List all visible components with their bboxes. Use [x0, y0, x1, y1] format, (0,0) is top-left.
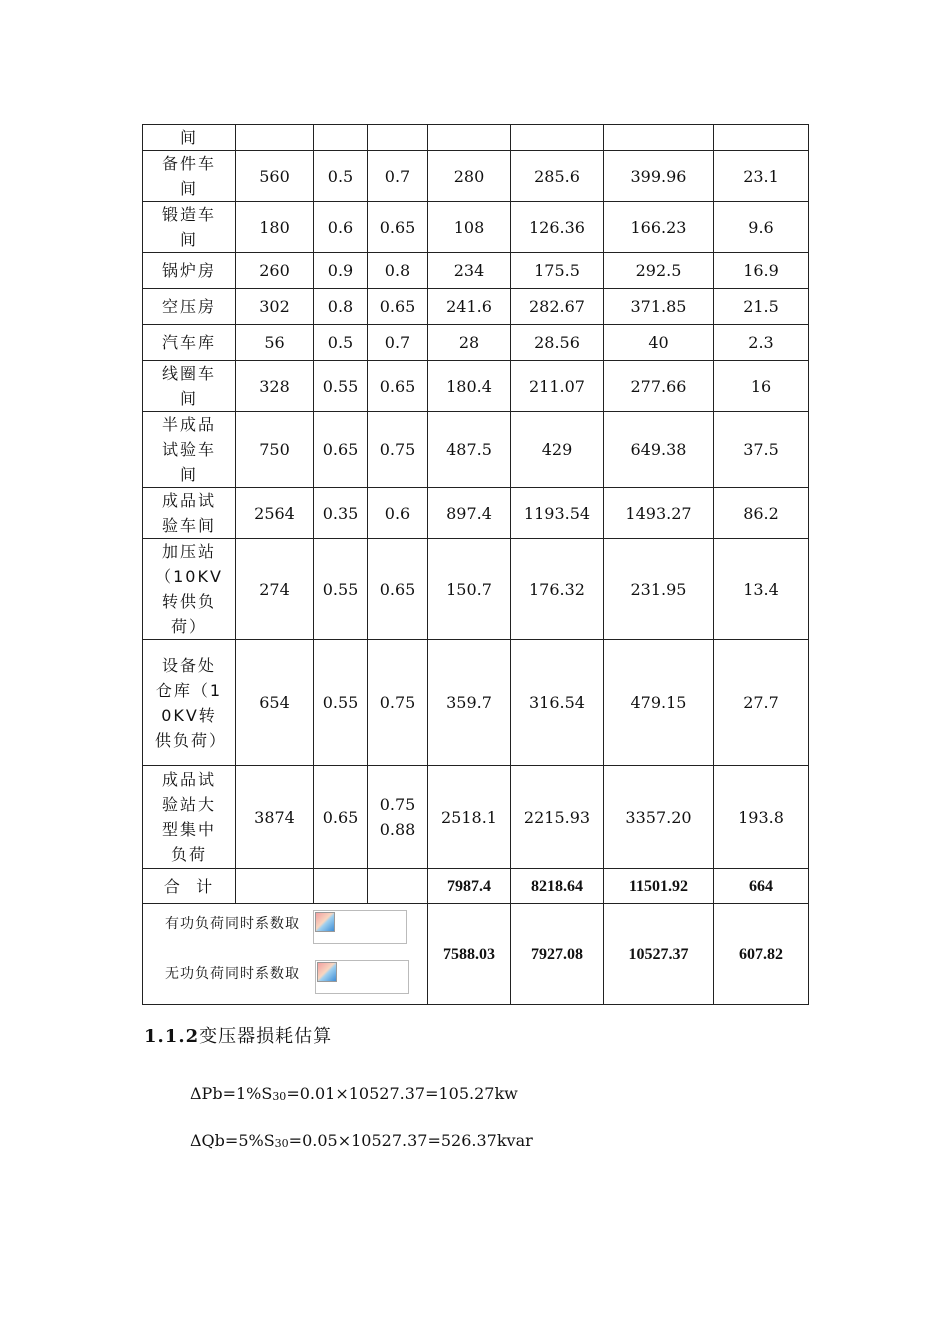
cell-q30: 316.54 — [511, 640, 604, 766]
cell-s30: 231.95 — [604, 539, 714, 640]
empty-cell — [368, 869, 428, 904]
cell-q30: 211.07 — [511, 361, 604, 412]
cell-s30: 40 — [604, 325, 714, 361]
cell-pe: 2564 — [236, 488, 314, 539]
cell-i30: 37.5 — [714, 412, 809, 488]
workshop-name: 成品试验站大型集中负荷 — [143, 766, 236, 869]
workshop-name: 锻造车间 — [143, 202, 236, 253]
broken-image-icon — [317, 962, 337, 982]
cell-cos: 0.75 — [368, 640, 428, 766]
cell-pe: 180 — [236, 202, 314, 253]
cell-q30: 28.56 — [511, 325, 604, 361]
cell-cos — [368, 125, 428, 151]
cell-kd: 0.65 — [314, 766, 368, 869]
cell-i30: 9.6 — [714, 202, 809, 253]
coef-i30: 607.82 — [714, 904, 809, 1005]
cell-i30: 2.3 — [714, 325, 809, 361]
cell-pe: 560 — [236, 151, 314, 202]
total-label: 合 计 — [143, 869, 236, 904]
cell-i30: 193.8 — [714, 766, 809, 869]
cell-p30: 280 — [428, 151, 511, 202]
cell-pe: 274 — [236, 539, 314, 640]
coef-s30: 10527.37 — [604, 904, 714, 1005]
workshop-name: 备件车间 — [143, 151, 236, 202]
cell-cos: 0.8 — [368, 253, 428, 289]
reactive-coef-label: 无功负荷同时系数取 — [165, 966, 300, 982]
cell-kd: 0.5 — [314, 325, 368, 361]
table-row — [143, 125, 809, 151]
cell-q30: 285.6 — [511, 151, 604, 202]
cell-kd: 0.55 — [314, 539, 368, 640]
cell-pe: 328 — [236, 361, 314, 412]
cell-s30: 479.15 — [604, 640, 714, 766]
table-row — [143, 488, 809, 539]
cell-q30: 429 — [511, 412, 604, 488]
active-coef-label: 有功负荷同时系数取 — [165, 916, 300, 932]
cell-cos: 0.65 — [368, 202, 428, 253]
cell-kd: 0.35 — [314, 488, 368, 539]
cell-i30: 16 — [714, 361, 809, 412]
cell-s30: 399.96 — [604, 151, 714, 202]
coefficient-labels — [143, 904, 428, 1005]
section-title: 变压器损耗估算 — [199, 1026, 333, 1047]
cell-i30: 21.5 — [714, 289, 809, 325]
workshop-name: 锅炉房 — [143, 253, 236, 289]
cell-kd: 0.6 — [314, 202, 368, 253]
cell-s30: 1493.27 — [604, 488, 714, 539]
coef-p30: 7588.03 — [428, 904, 511, 1005]
cell-pe: 654 — [236, 640, 314, 766]
cell-q30: 1193.54 — [511, 488, 604, 539]
cell-s30: 649.38 — [604, 412, 714, 488]
cell-p30: 28 — [428, 325, 511, 361]
workshop-name: 线圈车间 — [143, 361, 236, 412]
table-row — [143, 253, 809, 289]
cell-s30: 371.85 — [604, 289, 714, 325]
load-calculation-table — [142, 124, 809, 1005]
table-row — [143, 289, 809, 325]
total-p30: 7987.4 — [428, 869, 511, 904]
cell-p30: 359.7 — [428, 640, 511, 766]
cell-cos: 0.75 0.88 — [368, 766, 428, 869]
cell-i30: 16.9 — [714, 253, 809, 289]
cell-q30: 282.67 — [511, 289, 604, 325]
cell-i30: 23.1 — [714, 151, 809, 202]
cell-kd — [314, 125, 368, 151]
workshop-name: 成品试验车间 — [143, 488, 236, 539]
cell-cos: 0.75 — [368, 412, 428, 488]
cell-kd: 0.65 — [314, 412, 368, 488]
cell-kd: 0.9 — [314, 253, 368, 289]
cell-p30 — [428, 125, 511, 151]
workshop-name: 半成品试验车间 — [143, 412, 236, 488]
cell-q30: 175.5 — [511, 253, 604, 289]
cell-i30: 13.4 — [714, 539, 809, 640]
cell-cos: 0.7 — [368, 325, 428, 361]
cell-s30: 166.23 — [604, 202, 714, 253]
total-q30: 8218.64 — [511, 869, 604, 904]
table-row — [143, 325, 809, 361]
coefficient-row — [143, 904, 809, 1005]
workshop-name: 加压站（10KV转供负荷） — [143, 539, 236, 640]
cell-cos: 0.7 — [368, 151, 428, 202]
broken-image-icon — [315, 912, 335, 932]
cell-pe: 302 — [236, 289, 314, 325]
formula-pb: $\Delta Pb=1\%S_{30}=0.01\times 10527.37=105.27kw$ — [190, 1084, 518, 1103]
cell-cos: 0.65 — [368, 289, 428, 325]
table-row — [143, 539, 809, 640]
cell-pe: 3874 — [236, 766, 314, 869]
cell-i30: 27.7 — [714, 640, 809, 766]
cell-s30: 292.5 — [604, 253, 714, 289]
cell-kd: 0.8 — [314, 289, 368, 325]
cell-p30: 241.6 — [428, 289, 511, 325]
cell-p30: 108 — [428, 202, 511, 253]
workshop-name: 间 — [143, 125, 236, 151]
coef-q30: 7927.08 — [511, 904, 604, 1005]
section-number: 1.1.2 — [144, 1026, 200, 1047]
total-s30: 11501.92 — [604, 869, 714, 904]
cell-cos: 0.65 — [368, 539, 428, 640]
cell-q30: 176.32 — [511, 539, 604, 640]
cell-pe: 750 — [236, 412, 314, 488]
cell-q30 — [511, 125, 604, 151]
cell-p30: 234 — [428, 253, 511, 289]
cell-pe — [236, 125, 314, 151]
section-heading — [144, 1022, 332, 1048]
cell-cos: 0.65 — [368, 361, 428, 412]
table-row — [143, 202, 809, 253]
cell-q30: 126.36 — [511, 202, 604, 253]
cell-kd: 0.55 — [314, 640, 368, 766]
table-row — [143, 412, 809, 488]
cell-i30: 86.2 — [714, 488, 809, 539]
table-row — [143, 766, 809, 869]
cell-p30: 2518.1 — [428, 766, 511, 869]
cell-pe: 56 — [236, 325, 314, 361]
cell-kd: 0.5 — [314, 151, 368, 202]
formula-qb: $\Delta Qb=5\%S_{30}=0.05\times 10527.37=526.37kvar$ — [190, 1131, 533, 1150]
cell-i30 — [714, 125, 809, 151]
table-row — [143, 361, 809, 412]
cell-s30 — [604, 125, 714, 151]
total-row — [143, 869, 809, 904]
table-row — [143, 151, 809, 202]
cell-kd: 0.55 — [314, 361, 368, 412]
cell-p30: 487.5 — [428, 412, 511, 488]
workshop-name: 汽车库 — [143, 325, 236, 361]
cell-s30: 277.66 — [604, 361, 714, 412]
workshop-name: 设备处仓库（10KV转供负荷） — [143, 640, 236, 766]
cell-pe: 260 — [236, 253, 314, 289]
cell-p30: 897.4 — [428, 488, 511, 539]
empty-cell — [236, 869, 314, 904]
total-i30: 664 — [714, 869, 809, 904]
cell-q30: 2215.93 — [511, 766, 604, 869]
workshop-name: 空压房 — [143, 289, 236, 325]
cell-cos: 0.6 — [368, 488, 428, 539]
table-row — [143, 640, 809, 766]
cell-p30: 180.4 — [428, 361, 511, 412]
cell-p30: 150.7 — [428, 539, 511, 640]
cell-s30: 3357.20 — [604, 766, 714, 869]
empty-cell — [314, 869, 368, 904]
